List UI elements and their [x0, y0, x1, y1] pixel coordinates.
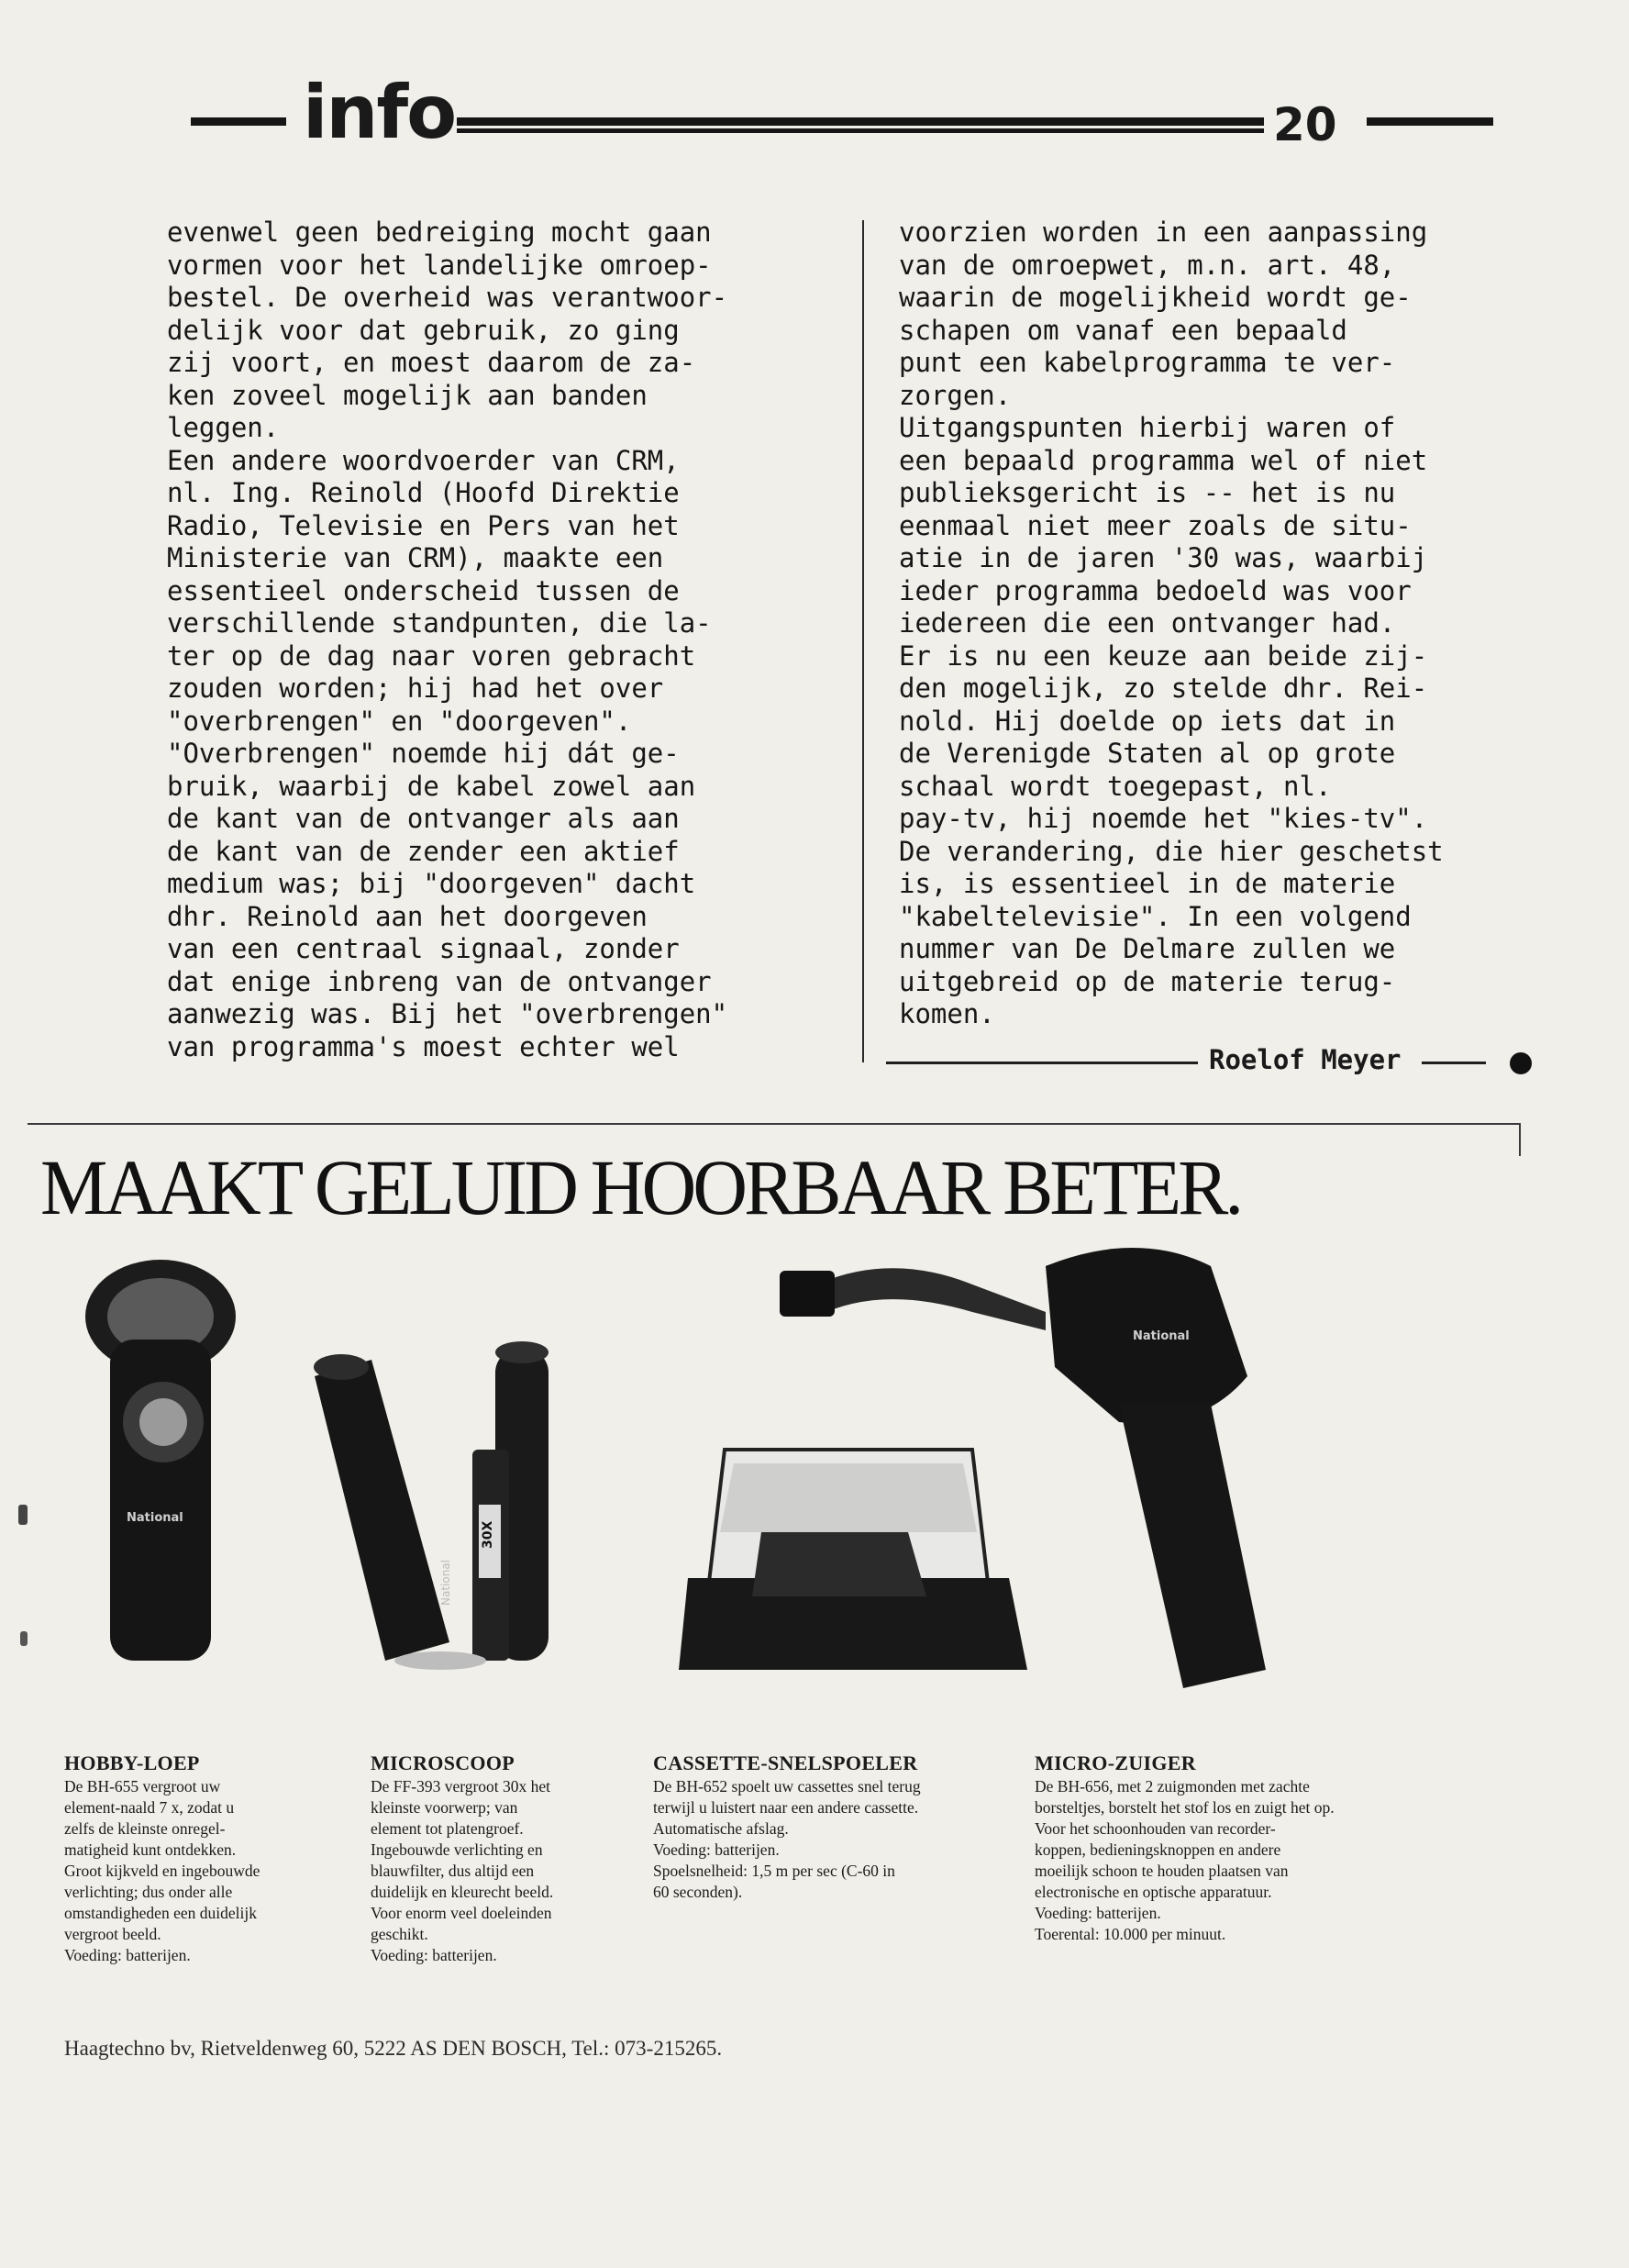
product-name: CASSETTE-SNELSPOELER — [653, 1751, 918, 1774]
product-desc-line: Toerental: 10.000 per minuut. — [1035, 1925, 1226, 1943]
text-line: schaal wordt toegepast, nl. — [899, 770, 1332, 802]
product-desc-line: verlichting; dus onder alle — [64, 1883, 233, 1901]
text-line: verschillende standpunten, die la- — [167, 607, 712, 639]
header-rule-right — [1367, 117, 1493, 126]
text-line: zouden worden; hij had het over — [167, 673, 664, 704]
hobby-loep-device-icon — [85, 1260, 236, 1661]
text-line: eenmaal niet meer zoals de situ- — [899, 509, 1412, 541]
header-rule-left — [191, 117, 286, 126]
product-microscoop — [371, 1751, 553, 1966]
page-number: 20 — [1273, 98, 1337, 151]
product-desc-line: omstandigheden een duidelijk — [64, 1904, 257, 1922]
product-desc-line: matigheid kunt ontdekken. — [64, 1840, 237, 1859]
text-line: ter op de dag naar voren gebracht — [167, 639, 696, 672]
product-hobby-loep — [64, 1751, 260, 1966]
text-line: pay-tv, hij noemde het "kies-tv". — [899, 803, 1428, 834]
ad-footer-address: Haagtechno bv, Rietveldenweg 60, 5222 AS DEN BOSCH, Tel.: 073-215265. — [64, 2037, 723, 2060]
text-line: Uitgangspunten hierbij waren of — [899, 412, 1396, 443]
text-line: publieksgericht is -- het is nu — [899, 477, 1396, 508]
product-desc-line: 60 seconden). — [653, 1883, 743, 1901]
product-desc-line: De BH-656, met 2 zuigmonden met zachte — [1035, 1777, 1310, 1796]
text-line: dhr. Reinold aan het doorgeven — [167, 900, 648, 932]
product-desc-line: Voeding: batterijen. — [653, 1840, 780, 1859]
text-line: nold. Hij doelde op iets dat in — [899, 705, 1396, 737]
header-rule-middle-shadow — [457, 128, 1264, 133]
article-right-column — [899, 217, 1444, 1031]
text-line: leggen. — [167, 412, 280, 443]
author-signature: Roelof Meyer — [1209, 1044, 1402, 1075]
text-line: voorzien worden in een aanpassing — [899, 217, 1428, 248]
product-desc-line: De BH-652 spoelt uw cassettes snel terug — [653, 1777, 921, 1796]
product-desc-line: Spoelsnelheid: 1,5 m per sec (C-60 in — [653, 1862, 895, 1880]
product-desc-line: De FF-393 vergroot 30x het — [371, 1777, 551, 1796]
product-desc-line: element-naald 7 x, zodat u — [64, 1798, 235, 1817]
text-line: van programma's moest echter wel — [167, 1030, 680, 1062]
product-name: HOBBY-LOEP — [64, 1751, 200, 1774]
text-line: de kant van de zender een aktief — [167, 835, 680, 867]
column-divider — [862, 220, 864, 1062]
text-line: ken zoveel mogelijk aan banden — [167, 379, 648, 411]
product-desc-line: kleinste voorwerp; van — [371, 1798, 518, 1817]
text-line: de kant van de ontvanger als aan — [167, 803, 680, 834]
product-desc-line: borsteltjes, borstelt het stof los en zuigt het op. — [1035, 1798, 1335, 1817]
text-line: Ministerie van CRM), maakte een — [167, 542, 664, 573]
svg-text:National: National — [1133, 1329, 1190, 1343]
text-line: schapen om vanaf een bepaald — [899, 314, 1347, 346]
product-desc-line: Ingebouwde verlichting en — [371, 1840, 543, 1859]
text-line: de Verenigde Staten al op grote — [899, 738, 1396, 769]
text-line: nl. Ing. Reinold (Hoofd Direktie — [167, 477, 680, 508]
text-line: atie in de jaren '30 was, waarbij — [899, 542, 1428, 573]
text-line: bestel. De overheid was verantwoor- — [167, 282, 728, 313]
product-desc-line: element tot platengroef. — [371, 1819, 524, 1838]
text-line: is, is essentieel in de materie — [899, 868, 1396, 899]
text-line: van een centraal signaal, zonder — [167, 933, 680, 964]
svg-text:National: National — [127, 1511, 183, 1525]
product-desc-line: moeilijk schoon te houden plaatsen van — [1035, 1862, 1289, 1880]
product-micro-zuiger — [1035, 1751, 1335, 1945]
ad-headline: MAAKT GELUID HOORBAAR BETER. — [40, 1143, 1241, 1231]
text-line: aanwezig was. Bij het "overbrengen" — [167, 998, 728, 1029]
text-line: zij voort, en moest daarom de za- — [167, 347, 696, 378]
text-line: ieder programma bedoeld was voor — [899, 574, 1412, 606]
signature-rule-left — [886, 1062, 1198, 1064]
text-line: delijk voor dat gebruik, zo ging — [167, 314, 680, 346]
text-line: iedereen die een ontvanger had. — [899, 607, 1396, 639]
product-desc-line: Voeding: batterijen. — [64, 1946, 191, 1964]
product-desc-line: terwijl u luistert naar een andere cassette. — [653, 1798, 919, 1817]
product-desc-line: zelfs de kleinste onregel- — [64, 1819, 226, 1838]
product-desc-line: Voeding: batterijen. — [371, 1946, 497, 1964]
product-cassette-snelspoeler — [653, 1751, 921, 1903]
text-line: "overbrengen" en "doorgeven". — [167, 705, 632, 737]
product-desc-line: blauwfilter, dus altijd een — [371, 1862, 535, 1880]
section-title: info — [303, 70, 456, 155]
product-desc-line: electronische en optische apparatuur. — [1035, 1883, 1272, 1901]
product-desc-line: Voor enorm veel doeleinden — [371, 1904, 552, 1922]
product-name: MICROSCOOP — [371, 1751, 515, 1774]
text-line: medium was; bij "doorgeven" dacht — [167, 868, 696, 899]
text-line: dat enige inbreng van de ontvanger — [167, 965, 712, 997]
text-line: vormen voor het landelijke omroep- — [167, 249, 712, 281]
text-line: "kabeltelevisie". In een volgend — [899, 900, 1412, 932]
text-line: waarin de mogelijkheid wordt ge- — [899, 282, 1412, 313]
text-line: den mogelijk, zo stelde dhr. Rei- — [899, 673, 1428, 704]
product-desc-line: De BH-655 vergroot uw — [64, 1777, 221, 1796]
text-line: uitgebreid op de materie terug- — [899, 965, 1396, 997]
ad-corner-rule — [1519, 1123, 1521, 1156]
product-photo — [55, 1229, 1413, 1743]
text-line: komen. — [899, 998, 995, 1029]
text-line: zorgen. — [899, 379, 1012, 411]
text-line: Een andere woordvoerder van CRM, — [167, 444, 680, 476]
product-desc-line: geschikt. — [371, 1925, 428, 1943]
microscoop-device-icon — [314, 1341, 549, 1670]
product-desc-line: duidelijk en kleurecht beeld. — [371, 1883, 554, 1901]
svg-text:National: National — [439, 1559, 452, 1606]
end-mark-dot-icon — [1510, 1052, 1532, 1074]
text-line: Radio, Televisie en Pers van het — [167, 509, 680, 541]
product-desc-line: Voor het schoonhouden van recorder- — [1035, 1819, 1276, 1838]
product-desc-line: Automatische afslag. — [653, 1819, 789, 1838]
text-line: Er is nu een keuze aan beide zij- — [899, 639, 1428, 672]
text-line: evenwel geen bedreiging mocht gaan — [167, 217, 712, 248]
svg-text:30X: 30X — [481, 1520, 495, 1549]
product-desc-line: koppen, bedieningsknoppen en andere — [1035, 1840, 1281, 1859]
text-line: essentieel onderscheid tussen de — [167, 574, 680, 606]
staple-mark — [20, 1631, 28, 1646]
text-line: van de omroepwet, m.n. art. 48, — [899, 249, 1396, 281]
text-line: nummer van De Delmare zullen we — [899, 933, 1396, 964]
text-line: punt een kabelprogramma te ver- — [899, 347, 1396, 378]
product-desc-line: Voeding: batterijen. — [1035, 1904, 1161, 1922]
article-left-column — [167, 217, 727, 1063]
cassette-snelspoeler-device-icon — [679, 1450, 1027, 1670]
text-line: "Overbrengen" noemde hij dát ge- — [167, 738, 680, 769]
product-name: MICRO-ZUIGER — [1035, 1751, 1196, 1774]
text-line: bruik, waarbij de kabel zowel aan — [167, 770, 696, 802]
header-rule-middle — [457, 117, 1264, 126]
signature-rule-right — [1422, 1062, 1486, 1064]
ad-top-rule — [28, 1123, 1521, 1125]
text-line: een bepaald programma wel of niet — [899, 444, 1428, 476]
staple-mark — [18, 1505, 28, 1525]
text-line: De verandering, die hier geschetst — [899, 835, 1444, 867]
product-desc-line: Groot kijkveld en ingebouwde — [64, 1862, 260, 1880]
product-desc-line: vergroot beeld. — [64, 1925, 161, 1943]
